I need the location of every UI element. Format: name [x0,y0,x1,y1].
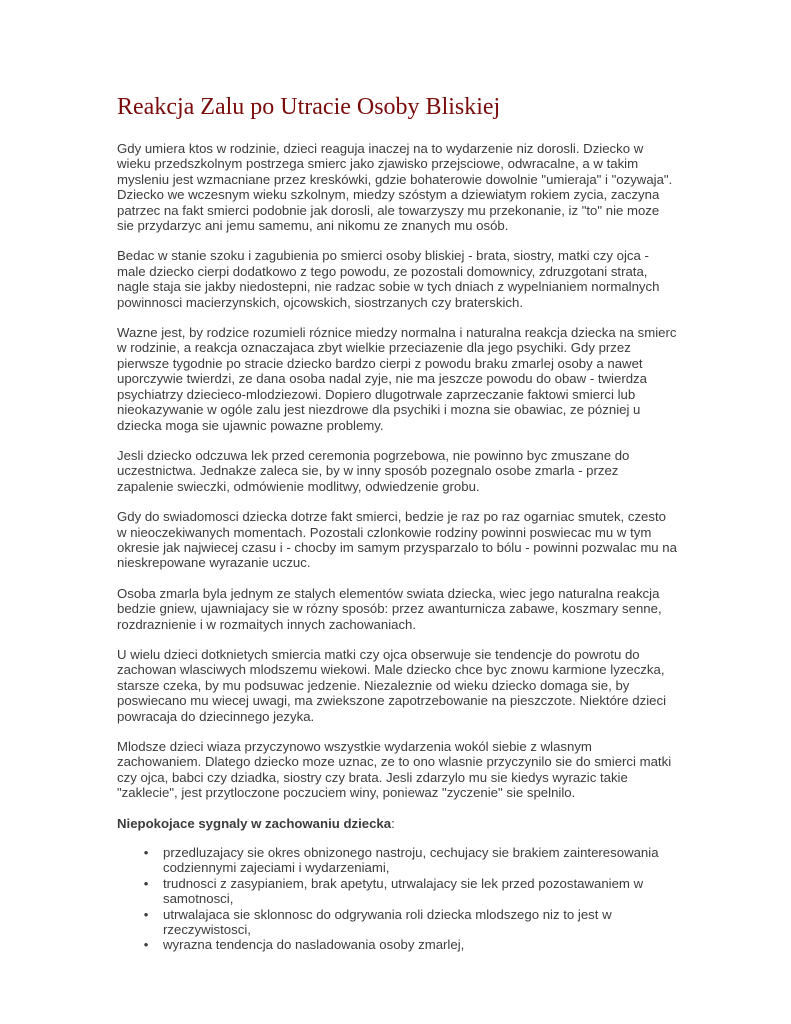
list-item-text: przedluzajacy sie okres obnizonego nastroju, cechujacy sie brakiem zainteresowania codziennymi zajeciami i wydarzeniami, [163,845,659,876]
list-item [117,876,677,907]
list-heading [117,816,677,831]
bullet-icon: • [143,937,149,953]
list-item [117,907,677,938]
list-item-text: trudnosci z zasypianiem, brak apetytu, utrwalajacy sie lek przed pozostawaniem w samotnosci, [163,875,644,907]
paragraph-6: Osoba zmarla byla jednym ze stalych elementów swiata dziecka, wiec jego naturalna reakcja bedzie gniew, ujawniajacy sie w rózny sposób: przez awanturnicza zabawe, koszmary senne, rozdraznienie i w rozmaitych innych zachowaniach. [117,585,662,632]
document-content [117,92,677,953]
list-item [117,937,677,952]
list-heading-text: Niepokojace sygnaly w zachowaniu dziecka [117,815,392,831]
list-item-text: utrwalajaca sie sklonnosc do odgrywania roli dziecka mlodszego niz to jest w rzeczywistosci, [163,906,612,938]
bullet-icon: • [143,845,149,861]
document-title: Reakcja Zalu po Utracie Osoby Bliskiej [117,94,501,120]
paragraph-5: Gdy do swiadomosci dziecka dotrze fakt smierci, bedzie je raz po raz ogarniac smutek, czesto w nieoczekiwanych momentach. Pozostali czlonkowie rodziny powinni poswiecac mu w tym okresie jak najwiecej czasu i - chocby im samym przysparzalo to bólu - powinni pozwalac mu na nieskrepowane wyrazanie uczuc. [117,509,677,571]
bullet-icon: • [143,906,149,922]
paragraph-1: Gdy umiera ktos w rodzinie, dzieci reaguja inaczej na to wydarzenie niz dorosli. Dziecko w wieku przedszkolnym postrzega smierc jako zjawisko przejsciowe, odwracalne, a w takim mysleniu jest wzmacniane przez kreskówki, gdzie bohaterowie dowolnie "umieraja" i "ozywaja". Dziecko we wczesnym wieku szkolnym, miedzy szóstym a dziewiatym rokiem zycia, zaczyna patrzec na fakt smierci podobnie jak dorosli, ale towarzyszy mu przekonanie, iz "to" nie moze sie przydarzyc ani jemu samemu, ani nikomu ze znanych mu osób. [117,141,673,234]
paragraph-8: Mlodsze dzieci wiaza przyczynowo wszystkie wydarzenia wokól siebie z wlasnym zachowaniem. Dlatego dziecko moze uznac, ze to ono wlasnie przyczynilo sie do smierci matki czy ojca, babci czy dziadka, siostry czy brata. Jesli zdarzylo mu sie kiedys wyrazic takie "zaklecie", jest przytloczone poczuciem winy, poniewaz "zyczenie" sie spelnilo. [117,739,672,801]
list-item [117,845,677,876]
bullet-icon: • [143,875,149,891]
list-heading-colon: : [391,815,395,831]
paragraph-7: U wielu dzieci dotknietych smiercia matki czy ojca obserwuje sie tendencje do powrotu do zachowan wlasciwych mlodszemu wiekowi. Male dziecko chce byc znowu karmione lyzeczka, starsze czeka, by mu podsuwac jedzenie. Niezaleznie od wieku dziecko domaga sie, by poswiecano mu wiecej uwagi, ma zwiekszone zapotrzebowanie na pieszczote. Niektóre dzieci powracaja do dziecinnego jezyka. [117,646,667,724]
warning-signs-list [117,845,677,953]
list-item-text: wyrazna tendencja do nasladowania osoby zmarlej, [163,937,465,953]
paragraph-4: Jesli dziecko odczuwa lek przed ceremonia pogrzebowa, nie powinno byc zmuszane do uczestnictwa. Jednakze zaleca sie, by w inny sposób pozegnalo osobe zmarla - przez zapalenie swieczki, odmówienie modlitwy, odwiedzenie grobu. [117,447,630,494]
paragraph-3: Wazne jest, by rodzice rozumieli róznice miedzy normalna i naturalna reakcja dziecka na smierc w rodzinie, a reakcja oznaczajaca zbyt wielkie przeciazenie dla jego psychiki. Gdy przez pierwsze tygodnie po stracie dziecko bardzo cierpi z powodu braku zmarlej osoby a nawet uporczywie twierdzi, ze dana osoba nadal zyje, nie ma jeszcze powodu do obaw - twierdza psychiatrzy dziecieco-mlodziezowi. Dopiero dlugotrwale zaprzeczanie faktowi smierci lub nieokazywanie w ogóle zalu jest niezdrowe dla psychiki i mozna sie obawiac, ze pózniej u dziecka moga sie ujawnic powazne problemy. [117,325,677,433]
paragraph-2: Bedac w stanie szoku i zagubienia po smierci osoby bliskiej - brata, siostry, matki czy ojca - male dziecko cierpi dodatkowo z tego powodu, ze pozostali domownicy, zdruzgotani strata, nagle staja sie jakby niedostepni, nie radzac sobie w tych dniach z wypelnianiem normalnych powinnosci macierzynskich, ojcowskich, siostrzanych czy braterskich. [117,248,660,310]
